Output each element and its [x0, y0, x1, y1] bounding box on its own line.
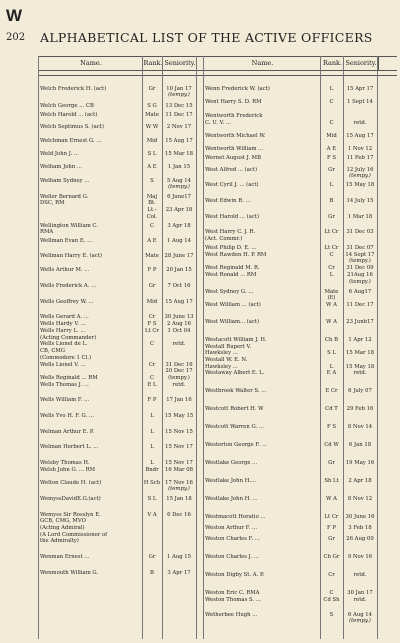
officer-rank: W A: [326, 302, 337, 309]
officer-name: Westmacott Horatio ...: [205, 513, 266, 520]
officer-name: Went Harry S. D. RM: [205, 99, 262, 106]
officer-name: Weston Digby St. A. P.: [205, 572, 265, 579]
officer-name: Weld John J. ...: [40, 150, 79, 157]
officer-name: West Reginald M. R.: [205, 265, 260, 272]
officer-name: GCB, CMG, MVO: [40, 518, 86, 525]
officer-name: (Commodore 1 Cl.): [40, 354, 92, 361]
officer-rank: S L: [147, 150, 157, 157]
officer-seniority: 8 Nov 12: [347, 495, 373, 502]
officer-rank: Gr: [148, 554, 156, 561]
officer-name: West Rawden H. P. RM: [205, 251, 267, 258]
officer-seniority: 31 Dec 07: [346, 245, 374, 252]
officer-seniority: 23 Apr 18: [165, 206, 193, 213]
officer-rank: S: [150, 177, 154, 184]
officer-rank: Cr: [148, 314, 156, 321]
officer-rank: Lt Cr: [145, 327, 159, 334]
officer-seniority: 15 May 15: [164, 413, 194, 420]
officer-seniority: 1 Nov 12: [347, 146, 373, 153]
officer-rank: Gr: [328, 166, 335, 173]
column-header-rank-left: Rank.: [142, 56, 163, 70]
officer-name: Westbrook Walter S. ...: [205, 388, 267, 395]
officer-name: Welham John ...: [40, 164, 82, 171]
officer-seniority: 6 July 07: [348, 388, 372, 395]
officer-rank: Gr: [328, 213, 335, 220]
officer-rank: C: [329, 251, 334, 258]
officer-rank: H Sch: [143, 480, 161, 487]
officer-seniority: 15 Nov 17: [165, 444, 193, 451]
officer-name: C. U. V. ...: [205, 119, 231, 126]
officer-seniority: retd.: [353, 572, 367, 579]
officer-name: the Admiralty): [40, 538, 79, 545]
officer-name: Wells Yvo H. F. G. ...: [40, 413, 94, 420]
officer-rank: L: [150, 428, 154, 435]
officer-name: Weston Thomas S. ...: [205, 596, 261, 603]
officer-name: (Act. Commr.): [205, 236, 243, 243]
page-title: ALPHABETICAL LIST OF THE ACTIVE OFFICERS: [40, 30, 373, 45]
officer-seniority: 31 Dec 16: [165, 361, 193, 368]
officer-seniority: 31 Dec 03: [346, 229, 374, 236]
officer-name: Wellman Evan E. ...: [40, 238, 93, 245]
officer-rank: C: [329, 99, 334, 106]
officer-seniority: 15 May 18: [345, 182, 375, 189]
officer-seniority: 31 Dec 09: [346, 265, 374, 272]
officer-name: CB, CMG: [40, 348, 66, 355]
officer-seniority: 15 Aug 17: [165, 298, 193, 305]
officer-name: West Philip D. E. ...: [205, 245, 257, 252]
officer-seniority: 15 Mar 18: [346, 350, 374, 357]
officer-name: Welman Herbert L. ...: [40, 444, 99, 451]
officer-name: Welman Arthur E. P.: [40, 428, 95, 435]
officer-rank: W A: [326, 318, 337, 325]
officer-name: (Acting Admiral): [40, 525, 85, 532]
officer-rank: A E: [326, 146, 337, 153]
officer-seniority: 9 Nov 16: [347, 554, 373, 561]
officer-rank: Mid: [146, 137, 158, 144]
officer-seniority: 14 Sept 17: [345, 251, 375, 258]
officer-seniority: 15 Mar 18: [165, 150, 193, 157]
officer-rank: Mid: [326, 133, 337, 140]
officer-name: Welchman Ernest G. ...: [40, 137, 102, 144]
officer-seniority: 1 Jan 15: [167, 164, 191, 171]
officer-name: Weston Charles J. ...: [205, 554, 259, 561]
column-header-seniority-left: Seniority.: [162, 56, 197, 70]
officer-seniority: 16 Mar 08: [165, 466, 193, 473]
officer-rank: S G: [147, 102, 157, 109]
officer-rank: L: [150, 413, 154, 420]
seniority-note: (tempy.): [349, 172, 371, 179]
officer-seniority: 6 Dec 16: [167, 511, 191, 518]
officer-seniority: 15 Apr 17: [346, 86, 374, 92]
officer-rank: Cr: [328, 265, 335, 272]
officer-name: Welch Frederick H. (act): [40, 86, 107, 92]
officer-seniority: 17 Jan 16: [166, 397, 192, 404]
officer-seniority: 3 Apr 17: [167, 569, 191, 576]
officer-rank: C: [149, 222, 155, 229]
officer-name: Weston Arthur F. ...: [205, 525, 258, 532]
officer-name: West Ronald ... RM: [205, 271, 257, 278]
column-divider: [343, 56, 344, 639]
officer-seniority: retd.: [353, 119, 367, 126]
officer-seniority: 29 Feb 16: [346, 406, 374, 413]
officer-name: Westcott Robert H. W: [205, 406, 264, 413]
officer-name: Wenmouth William G.: [40, 569, 99, 576]
seniority-note: (tempy.): [349, 618, 371, 625]
seniority-note: (tempy.): [168, 486, 190, 493]
column-header-name-left: Name.: [38, 56, 143, 70]
officer-seniority: 15 Jan 18: [166, 495, 192, 502]
officer-name: Hawksley ...: [205, 350, 238, 357]
officer-name: Welton Claude H. (act): [40, 480, 102, 487]
officer-seniority: 13 Dec 15: [165, 102, 193, 109]
officer-name: Welham Sydney ...: [40, 177, 90, 184]
officer-rank: L: [329, 86, 334, 92]
column-divider: [377, 56, 378, 639]
officer-rank: F P: [147, 397, 157, 404]
officer-name: West Edwin R. ...: [205, 198, 251, 204]
officer-rank: C: [329, 590, 334, 596]
officer-rank: Lt.-: [147, 206, 157, 213]
officer-rank: Ch B: [324, 336, 339, 343]
officer-name: West Harry C. J. R.: [205, 229, 256, 236]
officer-seniority: 2 Nov 17: [166, 124, 192, 131]
officer-name: Wells William F. ...: [40, 397, 90, 404]
officer-seniority: (tempy.): [349, 258, 371, 265]
officer-seniority: 28 June 17: [164, 252, 194, 259]
officer-name: Wells Thomas J. ...: [40, 381, 89, 388]
officer-name: Wellman Harry E. (act): [40, 252, 102, 259]
officer-name: Weller Bernard G.: [40, 193, 89, 200]
officer-seniority: 6 Jan 18: [348, 442, 372, 449]
officer-name: Wentworth William ...: [205, 146, 264, 153]
officer-rank: Cr: [328, 572, 335, 579]
officer-seniority: 30 June 16: [345, 513, 375, 520]
officer-seniority: 19 May 16: [345, 460, 375, 467]
officer-name: Welsby Thomas H.: [40, 460, 90, 467]
officer-rank: S: [329, 612, 334, 619]
officer-rank: W A: [326, 495, 337, 502]
officer-name: Wells Lionel V. ...: [40, 361, 86, 368]
officer-seniority: 6 Aug17: [348, 288, 372, 295]
officer-name: Wernet August J. MB: [205, 155, 262, 162]
column-divider: [203, 56, 204, 639]
officer-rank: Cd Sh: [323, 596, 340, 603]
officer-rank: F P: [147, 267, 157, 274]
officer-seniority: 2 Apr 18: [348, 478, 372, 484]
officer-rank: Cd T: [325, 406, 338, 413]
officer-name: Weston Charles F. ...: [205, 536, 260, 543]
officer-seniority: (tempy.): [349, 278, 371, 285]
officer-name: Welch George ... CB: [40, 102, 94, 109]
officer-name: West Alfred ... (act): [205, 166, 258, 173]
officer-seniority: 7 Oct 16: [167, 283, 191, 290]
officer-rank: Mate: [145, 111, 159, 118]
officer-name: Wells Lionel de L.: [40, 341, 88, 348]
officer-rank: L: [329, 363, 334, 370]
officer-name: West William... (act): [205, 318, 260, 325]
officer-name: Wells Reginald ... RM: [40, 374, 98, 381]
column-divider: [38, 56, 39, 639]
officer-seniority: 2 Aug 16: [166, 321, 192, 328]
officer-seniority: retd.: [172, 381, 186, 388]
officer-name: Wentworth Frederick: [205, 112, 263, 119]
officer-name: Westlake George ...: [205, 460, 258, 467]
officer-rank: Bndr: [145, 466, 159, 473]
officer-name: Wetherbee Hugh ...: [205, 612, 258, 619]
officer-rank: F S: [327, 155, 336, 162]
officer-seniority: 6 June17: [167, 193, 191, 200]
officer-seniority: 8 Nov 14: [347, 424, 373, 431]
officer-rank: Mate: [324, 288, 339, 295]
officer-rank: Gr: [148, 86, 156, 92]
officer-seniority: 23 Junb17: [346, 318, 374, 325]
officer-seniority: 1 Sept 14: [347, 99, 373, 106]
officer-seniority: 11 Dec 17: [346, 302, 374, 309]
officer-rank: F S: [147, 321, 157, 328]
officer-rank: Gr: [148, 283, 156, 290]
officer-rank: L: [329, 271, 334, 278]
officer-rank: Lt Cr: [324, 513, 339, 520]
officer-name: (Acting Commander): [40, 334, 97, 341]
officer-name: Westlake John H. ...: [205, 495, 258, 502]
officer-seniority: 15 May 18: [345, 363, 375, 370]
officer-seniority: 14 July 15: [346, 198, 374, 204]
officer-name: Westall W. E. N.: [205, 357, 248, 364]
officer-seniority: 15 Aug 17: [165, 137, 193, 144]
officer-rank: Ch Gr: [323, 554, 340, 561]
officer-rank: C: [149, 341, 155, 348]
officer-rank: B: [329, 198, 334, 204]
officer-seniority: 15 Nov 17: [165, 460, 193, 467]
officer-rank: F S: [327, 424, 336, 431]
officer-seniority: 10 Jan 17: [166, 86, 192, 92]
officer-name: Wells Gerard A. ...: [40, 314, 89, 321]
officer-seniority: 30 Jan 17: [347, 590, 373, 596]
officer-rank: Maj: [146, 193, 158, 200]
officer-seniority: 1 Aug 14: [166, 238, 192, 245]
officer-seniority: 6 Aug 14: [347, 612, 373, 619]
officer-rank: Gr: [328, 536, 335, 543]
officer-rank: Lt Cr: [324, 245, 339, 252]
officer-rank: L: [150, 460, 154, 467]
officer-name: WemyssDavidE.G.(act): [40, 495, 101, 502]
officer-rank: E L: [147, 381, 157, 388]
officer-name: Wellington William C.: [40, 222, 98, 229]
officer-rank: A E: [147, 238, 157, 245]
officer-name: Westerton George F. ...: [205, 442, 267, 449]
officer-seniority: retd.: [353, 370, 367, 377]
officer-name: Wentworth Michael W.: [205, 133, 266, 140]
officer-rank: L: [329, 182, 334, 189]
officer-seniority: 1 Apr 12: [348, 336, 372, 343]
officer-seniority: 15 Aug 17: [346, 133, 374, 140]
officer-seniority: 3 Feb 18: [348, 525, 372, 532]
officer-seniority: 26 Aug 09: [346, 536, 374, 543]
officer-name: West Cyril J. ... (act): [205, 182, 259, 189]
column-header-seniority-right: Seniority.: [343, 56, 379, 70]
officer-name: Westaway Albert E. L.: [205, 370, 265, 377]
officer-seniority: 1 Mar 18: [347, 213, 373, 220]
officer-seniority: 1 Oct 04: [167, 327, 191, 334]
officer-name: RMA: [40, 229, 54, 236]
officer-seniority: 1 Aug 15: [166, 554, 192, 561]
officer-seniority: 11 Feb 17: [346, 155, 374, 162]
officer-name: Hawksley ...: [205, 363, 238, 370]
officer-rank: F P: [327, 525, 336, 532]
officer-rank: Col.: [146, 213, 158, 220]
officer-seniority: 21Aug 16: [347, 271, 373, 278]
officer-name: Westall Rupert V.: [205, 343, 252, 350]
column-divider: [196, 56, 197, 639]
officer-rank: Gr: [328, 460, 335, 467]
officer-name: Wenman Ernest ...: [40, 554, 90, 561]
officer-seniority: 30 June 13: [164, 314, 194, 321]
officer-name: (A Lord Commissioner of: [40, 531, 108, 538]
officer-rank: Mid: [146, 298, 158, 305]
officer-rank: Cr: [148, 361, 156, 368]
officer-rank: Lt Cr: [324, 229, 339, 236]
officer-name: Wells Harry L. ...: [40, 327, 86, 334]
officer-seniority: 20 Jan 15: [166, 267, 192, 274]
officer-name: Welch Harold ... (act): [40, 111, 98, 118]
officer-seniority: retd.: [353, 596, 367, 603]
officer-seniority: 15 Nov 15: [165, 428, 193, 435]
officer-seniority: 20 Dec 17: [165, 368, 193, 375]
officer-name: Wells Arthur M. ...: [40, 267, 90, 274]
officer-name: Welch Septimus S. (act): [40, 124, 104, 131]
officer-rank: S L: [147, 495, 157, 502]
column-header-rank-right: Rank.: [320, 56, 344, 70]
officer-rank: V A: [147, 511, 157, 518]
officer-seniority: 11 Dec 17: [165, 111, 193, 118]
officer-seniority: 12 July 16: [346, 166, 374, 173]
officer-name: West William ... (act): [205, 302, 261, 309]
seniority-note: (tempy.): [168, 183, 190, 190]
officer-rank: B: [150, 569, 154, 576]
officer-name: Westlake John H....: [205, 478, 257, 484]
officer-name: Welsh John G. ... RM: [40, 466, 96, 473]
officer-rank: E A: [326, 370, 337, 377]
officer-rank: S L: [327, 350, 336, 357]
officer-rank: C: [329, 119, 334, 126]
officer-name: Weston Eric C. RMA: [205, 590, 260, 596]
column-header-name-right: Name.: [203, 56, 321, 70]
column-divider: [320, 56, 321, 639]
officer-seniority: 5 Aug 14: [166, 177, 192, 184]
officer-name: West Sydney G. ...: [205, 288, 254, 295]
page-number: 202: [6, 32, 26, 43]
officer-rank: E Cr: [325, 388, 338, 395]
officer-name: Wells Geoffrey W. ...: [40, 298, 94, 305]
officer-name: Wells Frederick A. ...: [40, 283, 97, 290]
officer-name: Wenn Frederick W. (act): [205, 86, 270, 92]
officer-seniority: (tempy.): [168, 374, 190, 381]
officer-name: West Harold ... (act): [205, 213, 260, 220]
officer-name: Wemyss Sir Rosslyn E.: [40, 511, 101, 518]
officer-rank: L: [150, 444, 154, 451]
officer-rank: (E): [327, 295, 336, 302]
officer-name: DSC, RM: [40, 200, 65, 207]
officer-seniority: retd.: [172, 341, 186, 348]
officer-name: Westacott William J. H.: [205, 336, 267, 343]
officer-rank: Cd W: [324, 442, 339, 449]
officer-name: Wells Hardy V. ...: [40, 321, 86, 328]
officer-rank: C: [149, 374, 155, 381]
officer-rank: Bt.: [148, 200, 156, 207]
officer-rank: Sh Lt: [324, 478, 339, 484]
officer-rank: Mate: [145, 252, 159, 259]
seniority-note: (tempy.): [168, 92, 190, 98]
officer-seniority: 17 Nov 16: [165, 480, 193, 487]
section-letter: W: [6, 6, 23, 25]
officer-name: Westcott Warren G. ...: [205, 424, 264, 431]
officer-rank: W W: [145, 124, 159, 131]
officer-seniority: 3 Apr 18: [167, 222, 191, 229]
officer-rank: A E: [147, 164, 157, 171]
